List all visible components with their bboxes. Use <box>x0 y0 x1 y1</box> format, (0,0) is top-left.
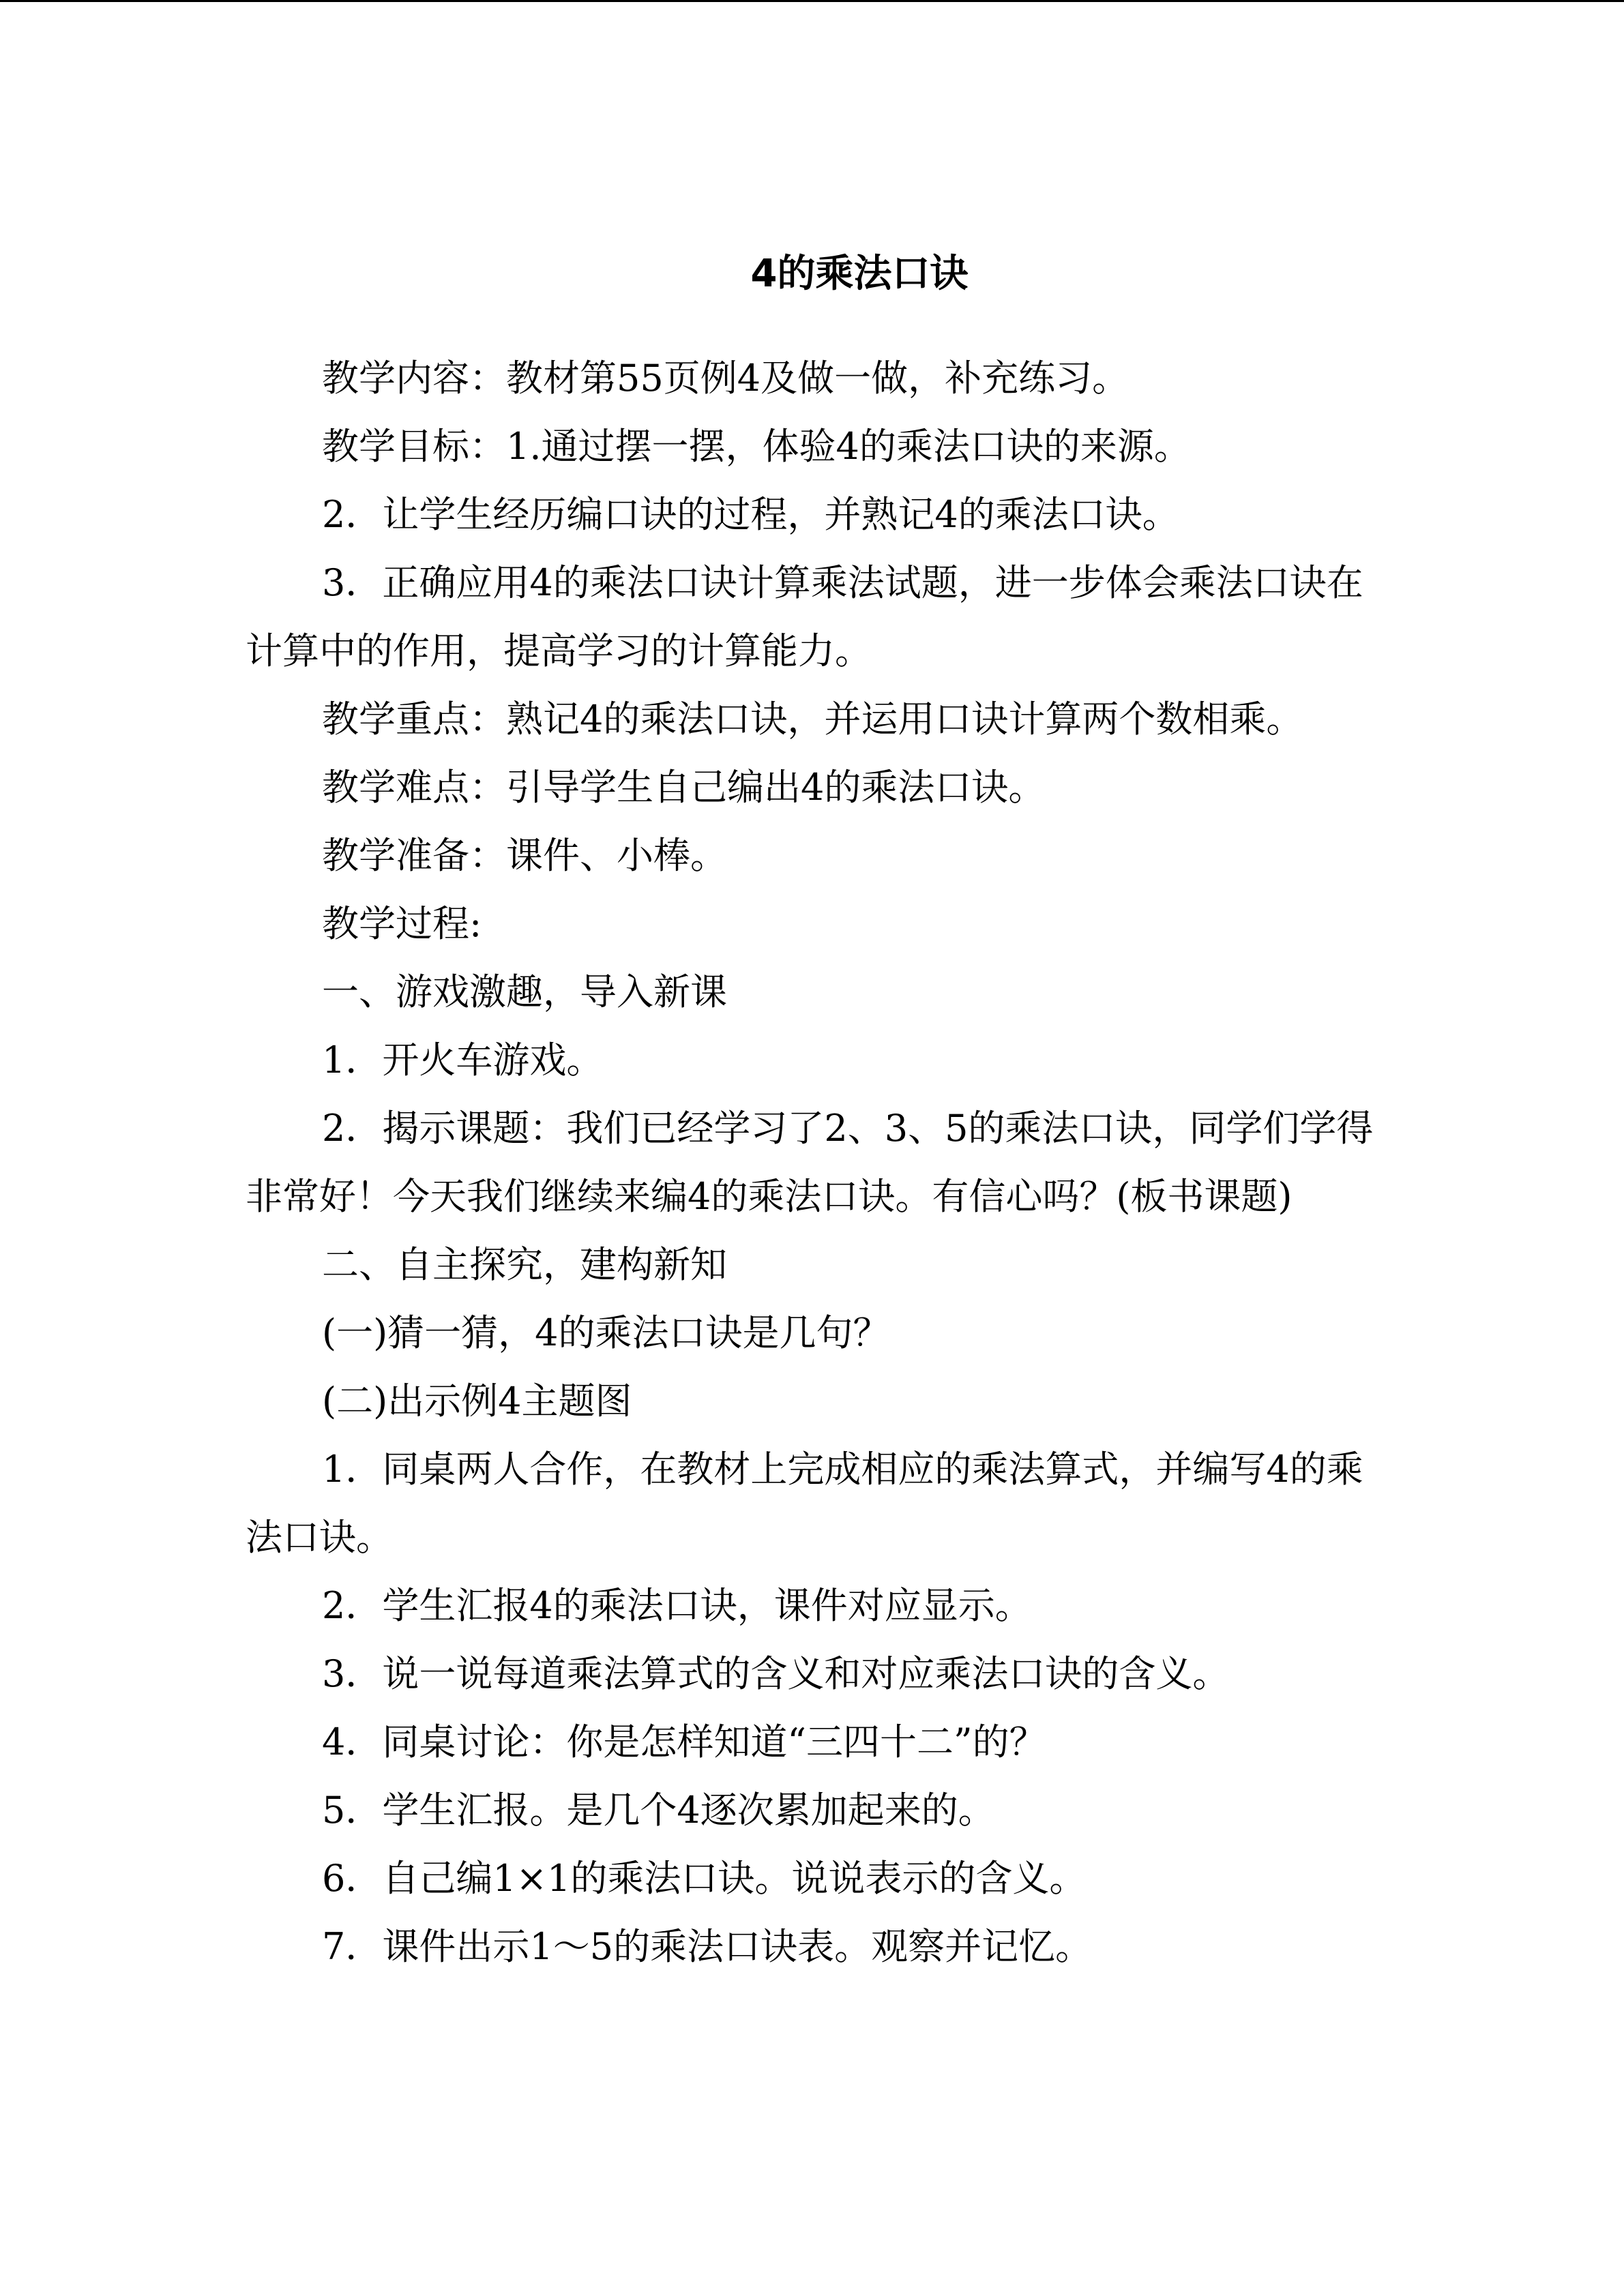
document-body <box>246 344 1378 1981</box>
paragraph-example: (二)出示例4主题图 <box>322 1380 632 1422</box>
paragraph-step-2: 2．揭示课题：我们已经学习了2、3、5的乘法口诀，同学们学得非常好！今天我们继续来编4的乘法口诀。有信心吗？(板书课题) <box>246 1107 1374 1218</box>
paragraph-difficulty: 教学难点：引导学生自己编出4的乘法口诀。 <box>322 766 1046 809</box>
paragraph-activity-7: 7．课件出示1～5的乘法口诀表。观察并记忆。 <box>322 1925 1093 1968</box>
section-heading-1: 一、游戏激趣，导入新课 <box>322 970 727 1013</box>
paragraph-step-1: 1．开火车游戏。 <box>322 1039 604 1082</box>
paragraph-process-heading: 教学过程: <box>322 902 482 945</box>
paragraph-guess: (一)猜一猜，4的乘法口诀是几句？ <box>322 1311 890 1354</box>
paragraph-activity-6: 6．自己编1×1的乘法口诀。说说表示的含义。 <box>322 1857 1087 1900</box>
section-heading-2: 二、自主探究，建构新知 <box>322 1243 727 1286</box>
paragraph-teaching-goal: 教学目标：1.通过摆一摆，体验4的乘法口诀的来源。 <box>322 425 1191 468</box>
top-border-line <box>0 0 1624 2</box>
paragraph-preparation: 教学准备：课件、小棒。 <box>322 834 727 877</box>
paragraph-activity-3: 3．说一说每道乘法算式的含义和对应乘法口诀的含义。 <box>322 1652 1230 1695</box>
paragraph-teaching-content: 教学内容：教材第55页例4及做一做，补充练习。 <box>322 357 1130 400</box>
paragraph-activity-2: 2．学生汇报4的乘法口诀，课件对应显示。 <box>322 1584 1032 1627</box>
paragraph-goal-3: 3．正确应用4的乘法口诀计算乘法试题，进一步体会乘法口诀在计算中的作用，提高学习的计算能力。 <box>246 561 1363 672</box>
document-title: 4的乘法口诀 <box>750 252 969 296</box>
paragraph-key-point: 教学重点：熟记4的乘法口诀，并运用口诀计算两个数相乘。 <box>322 698 1303 741</box>
paragraph-activity-1: 1．同桌两人合作，在教材上完成相应的乘法算式，并编写4的乘法口诀。 <box>246 1448 1363 1559</box>
paragraph-activity-5: 5．学生汇报。是几个4逐次累加起来的。 <box>322 1789 995 1832</box>
paragraph-goal-2: 2．让学生经历编口诀的过程，并熟记4的乘法口诀。 <box>322 493 1179 536</box>
paragraph-activity-4: 4．同桌讨论：你是怎样知道“三四十二”的？ <box>322 1720 1046 1763</box>
